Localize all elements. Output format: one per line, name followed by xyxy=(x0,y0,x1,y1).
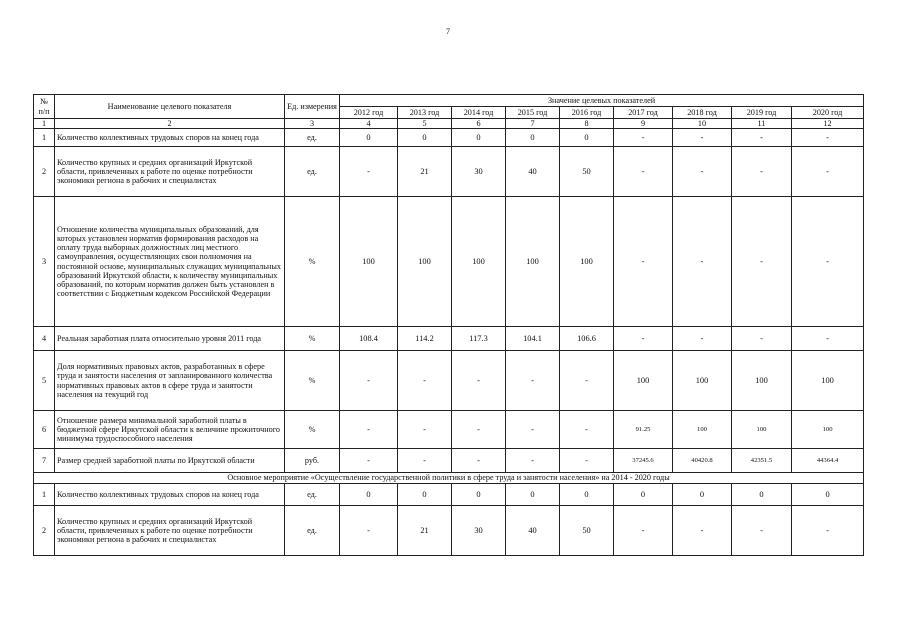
table-row xyxy=(34,129,864,147)
header-year: 2014 год xyxy=(452,107,506,119)
indicator-value: 100 xyxy=(452,197,506,327)
indicator-value: 40 xyxy=(506,147,560,197)
table-body xyxy=(34,129,864,556)
indicator-value: - xyxy=(340,506,398,556)
indicator-value: 0 xyxy=(398,484,452,506)
indicator-value: - xyxy=(732,129,792,147)
indicator-value: - xyxy=(614,129,673,147)
header-year: 2018 год xyxy=(673,107,732,119)
indicator-value: - xyxy=(452,351,506,411)
indicator-value: 0 xyxy=(340,484,398,506)
indicator-name: Доля нормативных правовых актов, разработанных в сфере труда и занятости населения от запланированного количества нормативных правовых актов в сфере труда и занятости населения на текущий год xyxy=(55,351,285,411)
indicator-value: 30 xyxy=(452,147,506,197)
header-year: 2013 год xyxy=(398,107,452,119)
indicator-value: - xyxy=(792,197,864,327)
header-column-number: 7 xyxy=(506,119,560,129)
header-column-number: 3 xyxy=(285,119,340,129)
indicator-value: 0 xyxy=(452,484,506,506)
row-number: 6 xyxy=(34,411,55,449)
indicator-value: 100 xyxy=(673,351,732,411)
indicator-value: 100 xyxy=(340,197,398,327)
header-column-number: 5 xyxy=(398,119,452,129)
indicator-value: 44364.4 xyxy=(792,449,864,473)
indicator-name: Размер средней заработной платы по Иркутской области xyxy=(55,449,285,473)
indicator-value: - xyxy=(398,411,452,449)
indicator-name: Количество коллективных трудовых споров на конец года xyxy=(55,129,285,147)
indicator-value: - xyxy=(340,449,398,473)
indicator-value: 0 xyxy=(732,484,792,506)
indicator-value: 100 xyxy=(792,351,864,411)
indicator-value: 100 xyxy=(673,411,732,449)
indicator-value: 100 xyxy=(398,197,452,327)
section-row xyxy=(34,473,864,484)
indicator-value: 100 xyxy=(732,351,792,411)
row-number: 5 xyxy=(34,351,55,411)
table-row xyxy=(34,484,864,506)
header-values-group: Значение целевых показателей xyxy=(340,95,864,107)
indicator-value: - xyxy=(560,351,614,411)
indicator-value: 108.4 xyxy=(340,327,398,351)
header-year: 2015 год xyxy=(506,107,560,119)
indicator-value: - xyxy=(560,449,614,473)
header-column-numbers-row xyxy=(34,119,864,129)
header-number: № п/п xyxy=(34,95,55,119)
indicator-value: 0 xyxy=(506,129,560,147)
indicator-value: - xyxy=(398,351,452,411)
indicator-value: - xyxy=(506,411,560,449)
header-column-number: 6 xyxy=(452,119,506,129)
unit-of-measure: % xyxy=(285,351,340,411)
indicator-value: 42351.5 xyxy=(732,449,792,473)
table-row xyxy=(34,506,864,556)
indicator-value: - xyxy=(614,197,673,327)
table-row xyxy=(34,147,864,197)
indicator-value: - xyxy=(673,197,732,327)
indicator-value: 100 xyxy=(560,197,614,327)
indicator-value: 117.3 xyxy=(452,327,506,351)
indicator-value: 0 xyxy=(506,484,560,506)
unit-of-measure: ед. xyxy=(285,484,340,506)
header-column-number: 9 xyxy=(614,119,673,129)
indicator-value: 0 xyxy=(792,484,864,506)
header-column-number: 2 xyxy=(55,119,285,129)
target-indicators-table xyxy=(33,94,864,556)
indicator-value: 0 xyxy=(560,484,614,506)
indicator-name: Количество коллективных трудовых споров на конец года xyxy=(55,484,285,506)
indicator-value: - xyxy=(732,506,792,556)
indicator-value: 91.25 xyxy=(614,411,673,449)
indicator-value: 100 xyxy=(732,411,792,449)
row-number: 1 xyxy=(34,484,55,506)
indicator-value: - xyxy=(732,147,792,197)
header-column-number: 12 xyxy=(792,119,864,129)
table-row xyxy=(34,449,864,473)
indicator-value: - xyxy=(340,147,398,197)
header-column-number: 8 xyxy=(560,119,614,129)
row-number: 2 xyxy=(34,506,55,556)
header-indicator-name: Наименование целевого показателя xyxy=(55,95,285,119)
indicator-value: 0 xyxy=(398,129,452,147)
indicator-value: - xyxy=(340,351,398,411)
indicator-name: Количество крупных и средних организаций Иркутской области, привлеченных к работе по оценке потребности экономики региона в рабочих и специалистах xyxy=(55,147,285,197)
indicator-name: Количество крупных и средних организаций Иркутской области, привлеченных к работе по оценке потребности экономики региона в рабочих и специалистах xyxy=(55,506,285,556)
header-year: 2020 год xyxy=(792,107,864,119)
indicator-value: 0 xyxy=(560,129,614,147)
indicator-name: Отношение количества муниципальных образований, для которых установлен норматив формирования расходов на оплату труда выборных должностных лиц местного самоуправления, осуществляющих свои полномочия на постоянной основе, муниципальных служащих муниципальных образований Иркутской области, к количеству муниципальных образований, по которым норматив должен быть установлен в соответствии с Бюджетным кодексом Российской Федерации xyxy=(55,197,285,327)
header-year: 2017 год xyxy=(614,107,673,119)
indicator-value: 30 xyxy=(452,506,506,556)
indicator-value: - xyxy=(792,129,864,147)
indicator-value: 40420.8 xyxy=(673,449,732,473)
indicator-value: - xyxy=(792,147,864,197)
indicator-value: - xyxy=(792,327,864,351)
row-number: 4 xyxy=(34,327,55,351)
unit-of-measure: ед. xyxy=(285,506,340,556)
unit-of-measure: % xyxy=(285,197,340,327)
row-number: 1 xyxy=(34,129,55,147)
page-number: 7 xyxy=(446,27,450,36)
indicator-value: - xyxy=(506,449,560,473)
indicator-value: - xyxy=(452,449,506,473)
unit-of-measure: % xyxy=(285,411,340,449)
indicator-value: 50 xyxy=(560,147,614,197)
header-column-number: 4 xyxy=(340,119,398,129)
indicator-value: - xyxy=(560,411,614,449)
unit-of-measure: ед. xyxy=(285,147,340,197)
indicator-value: 40 xyxy=(506,506,560,556)
indicator-value: 0 xyxy=(452,129,506,147)
indicator-value: - xyxy=(614,147,673,197)
indicator-value: 0 xyxy=(614,484,673,506)
indicator-value: 100 xyxy=(614,351,673,411)
indicator-value: 0 xyxy=(673,484,732,506)
row-number: 7 xyxy=(34,449,55,473)
header-year: 2012 год xyxy=(340,107,398,119)
indicator-value: - xyxy=(732,197,792,327)
indicator-value: - xyxy=(732,327,792,351)
section-title: Основное мероприятие «Осуществление государственной политики в сфере труда и занятости населения» на 2014 - 2020 годы xyxy=(34,473,864,484)
header-column-number: 11 xyxy=(732,119,792,129)
row-number: 2 xyxy=(34,147,55,197)
row-number: 3 xyxy=(34,197,55,327)
indicator-value: 106.6 xyxy=(560,327,614,351)
indicator-value: - xyxy=(673,327,732,351)
indicator-value: 21 xyxy=(398,506,452,556)
indicator-value: - xyxy=(614,506,673,556)
header-column-number: 10 xyxy=(673,119,732,129)
indicator-value: - xyxy=(506,351,560,411)
indicator-value: - xyxy=(452,411,506,449)
unit-of-measure: руб. xyxy=(285,449,340,473)
indicator-value: 37245.6 xyxy=(614,449,673,473)
unit-of-measure: ед. xyxy=(285,129,340,147)
indicator-value: - xyxy=(614,327,673,351)
indicator-name: Реальная заработная плата относительно уровня 2011 года xyxy=(55,327,285,351)
indicator-value: - xyxy=(673,147,732,197)
table-row xyxy=(34,411,864,449)
table-row xyxy=(34,197,864,327)
indicator-value: 50 xyxy=(560,506,614,556)
indicator-value: - xyxy=(340,411,398,449)
indicator-value: - xyxy=(673,506,732,556)
indicator-value: 100 xyxy=(506,197,560,327)
table-row xyxy=(34,351,864,411)
indicator-name: Отношение размера минимальной заработной платы в бюджетной сфере Иркутской области к величине прожиточного минимума трудоспособного населения xyxy=(55,411,285,449)
unit-of-measure: % xyxy=(285,327,340,351)
header-year: 2019 год xyxy=(732,107,792,119)
header-column-number: 1 xyxy=(34,119,55,129)
indicator-value: - xyxy=(673,129,732,147)
table-row xyxy=(34,327,864,351)
indicator-value: 0 xyxy=(340,129,398,147)
header-unit: Ед. измерения xyxy=(285,95,340,119)
indicator-value: - xyxy=(398,449,452,473)
indicator-value: 104.1 xyxy=(506,327,560,351)
indicator-value: 100 xyxy=(792,411,864,449)
indicator-value: 114.2 xyxy=(398,327,452,351)
header-year: 2016 год xyxy=(560,107,614,119)
indicator-value: 21 xyxy=(398,147,452,197)
indicator-value: - xyxy=(792,506,864,556)
